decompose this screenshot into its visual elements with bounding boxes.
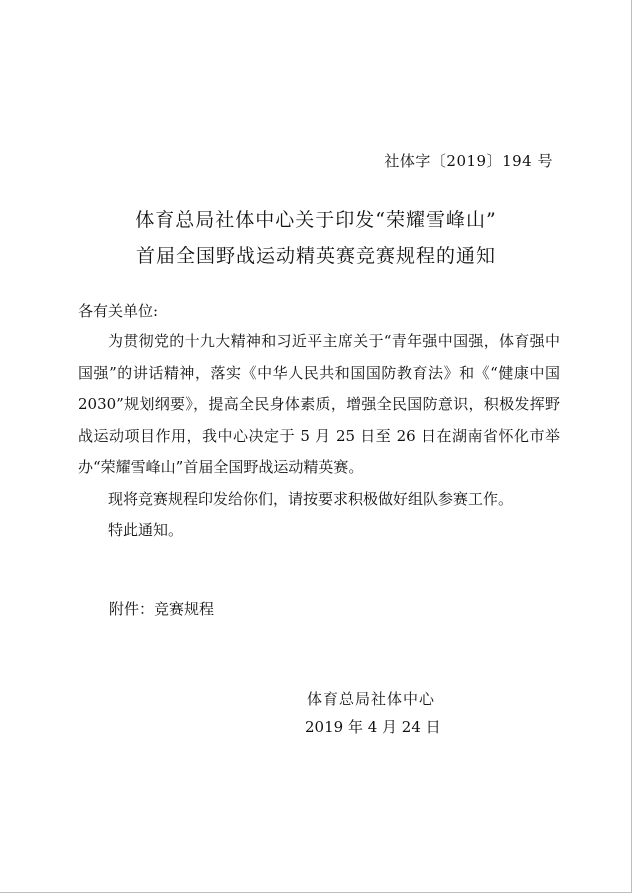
signature-date: 2019 年 4 月 24 日	[305, 718, 441, 736]
body-paragraph-main: 为贯彻党的十九大精神和习近平主席关于“青年强中国强，体育强中国强”的讲话精神，落实《中华人民共和国国防教育法》和《“健康中国 2030”规划纲要》，提高全民身体素质，增强全民国防意识，积极发挥野战运动项目作用，我中心决定于 5 月 25 日至 26 日在湖南省怀化市举办“荣耀雪峰山”首届全国野战运动精英赛。	[78, 332, 560, 476]
salutation: 各有关单位:	[78, 302, 159, 320]
document-title-line-2: 首届全国野战运动精英赛竞赛规程的通知	[135, 245, 496, 267]
document-title-line-1: 体育总局社体中心关于印发“荣耀雪峰山”	[135, 209, 497, 231]
body-paragraph-instruction: 现将竞赛规程印发给你们，请按要求积极做好组队参赛工作。	[108, 489, 514, 508]
document-body	[78, 326, 560, 547]
body-paragraph-closing: 特此通知。	[108, 521, 184, 539]
document-number: 社体字〔2019〕194 号	[384, 152, 553, 170]
attachment-line: 附件：竞赛规程	[109, 600, 215, 618]
signature-organization: 体育总局社体中心	[307, 690, 436, 708]
